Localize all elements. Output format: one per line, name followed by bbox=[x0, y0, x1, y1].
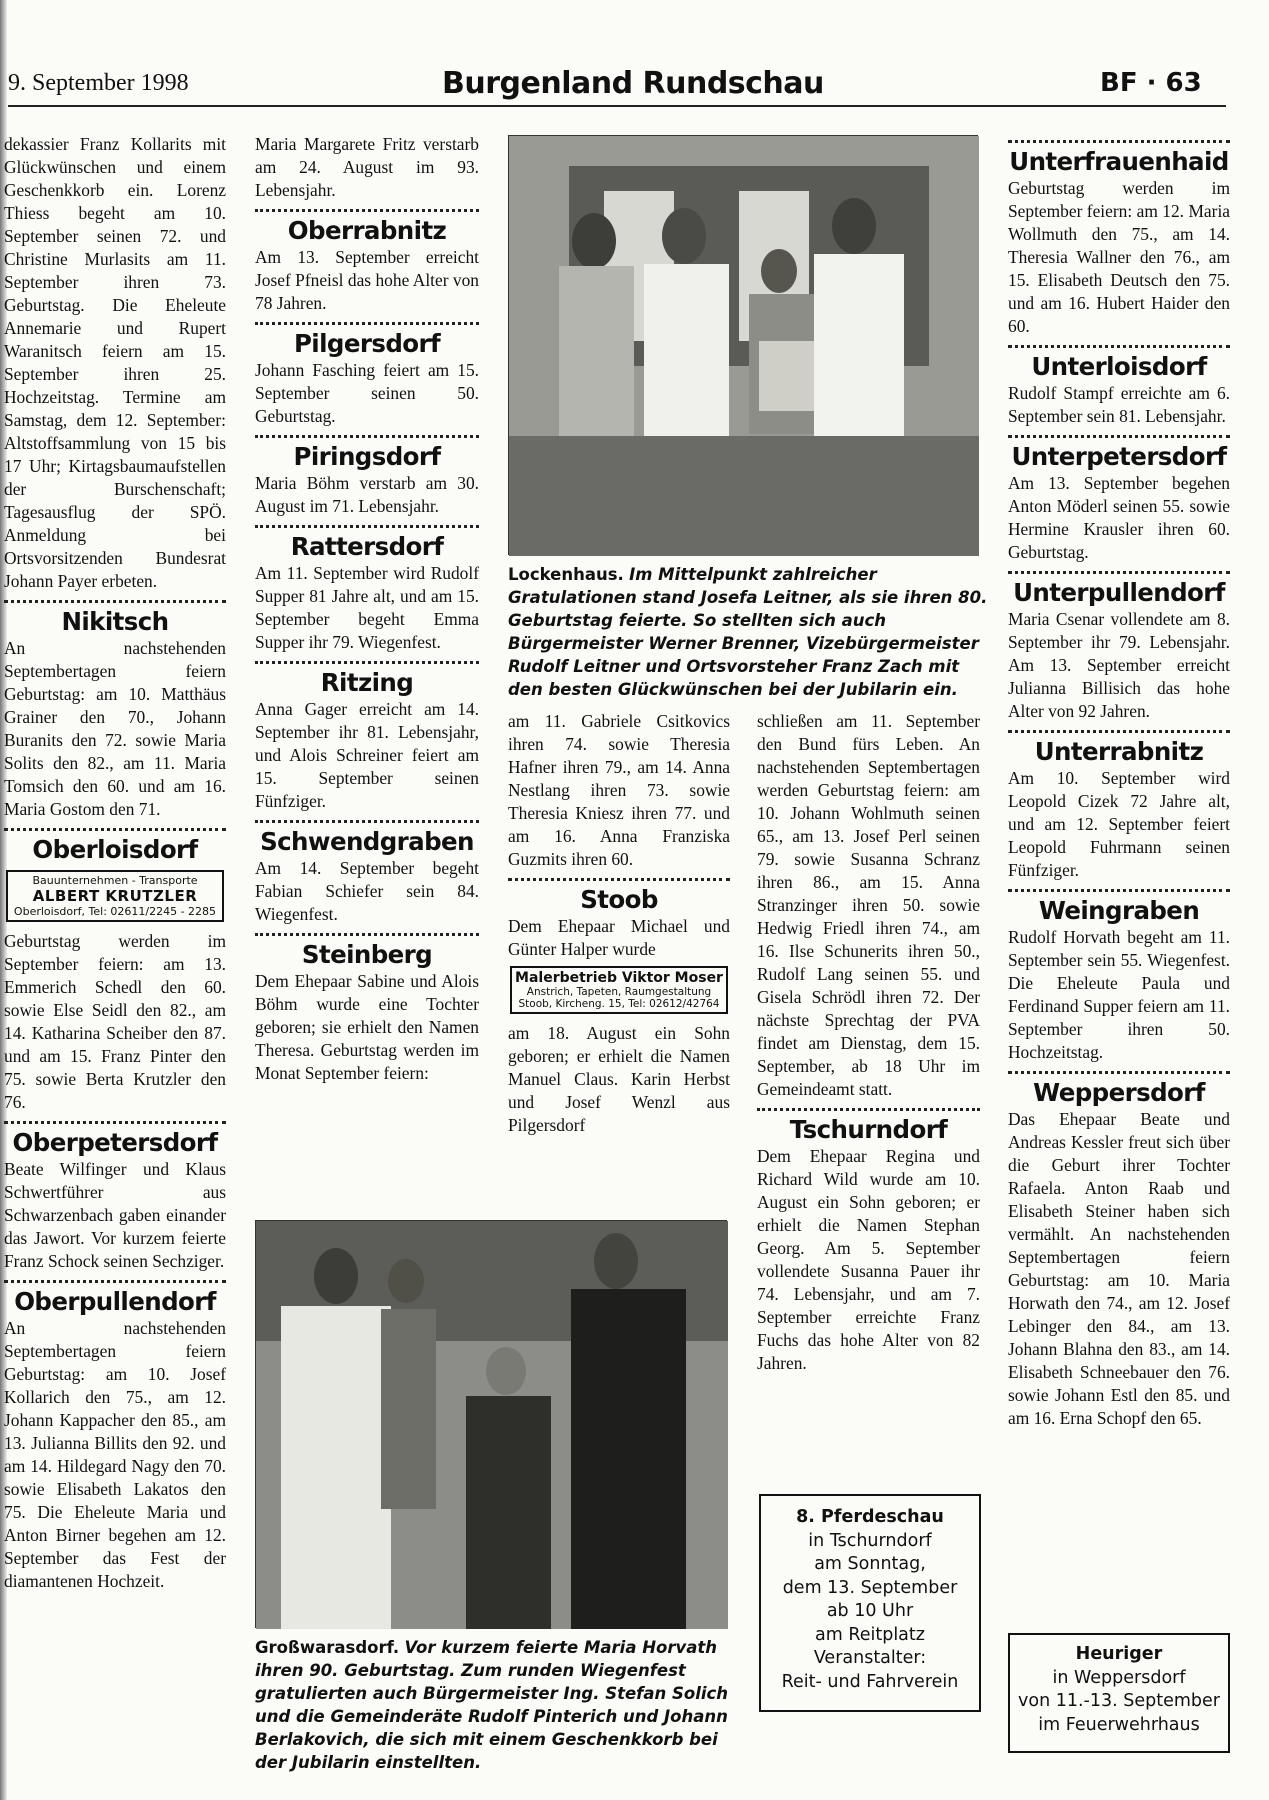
caption-place: Großwarasdorf. bbox=[255, 1638, 400, 1657]
dotted-separator bbox=[255, 933, 479, 936]
notice-title: 8. Pferdeschau bbox=[796, 1507, 944, 1527]
notice-line: am Sonntag, bbox=[814, 1554, 926, 1574]
caption-place: Lockenhaus. bbox=[508, 565, 624, 584]
article-text: schließen am 11. September den Bund fürs Leben. An nachstehenden Septembertagen werden Geburtstag feiern: am 10. Johann Wohlmuth seinen 65., am 13. Josef Perl seinen 79. sowie Susanna Schranz ihren 86., am 15. Anna Stranzinger ihren 50. sowie Hedwig Friedl ihren 74., am 16. Ilse Schunerits ihren 50., Rudolf Lang seinen 55. und Gisela Schrödl ihren 72. Der nächste Sprechtag der PVA findet am Dienstag, dem 15. September, ab 18 Uhr im Gemeindeamt statt. bbox=[757, 711, 980, 1099]
section-heading: Ritzing bbox=[320, 668, 414, 697]
section-heading: Unterloisdorf bbox=[1031, 352, 1207, 381]
article-text: Anna Gager erreicht am 14. September ihr 81. Lebensjahr, und Alois Schreiner feiert am 15. September seinen Fünfziger. bbox=[255, 699, 479, 811]
event-notice-pferdeschau bbox=[759, 1494, 981, 1712]
dotted-separator bbox=[1008, 1071, 1230, 1074]
header-rule bbox=[8, 105, 1226, 107]
article-text: Maria Csenar vollendete am 8. September ihr 79. Lebensjahr. Am 13. September erreicht Julianna Billisich das hohe Alter von 92 Jahren. bbox=[1008, 609, 1230, 721]
article-text: am 18. August ein Sohn geboren; er erhielt die Namen Manuel Claus. Karin Herbst und Josef Wenzl aus Pilgersdorf bbox=[508, 1023, 730, 1135]
dotted-separator bbox=[1008, 730, 1230, 733]
section-heading: Piringsdorf bbox=[293, 442, 441, 471]
notice-line: Veranstalter: bbox=[813, 1648, 927, 1668]
article-text: Rudolf Stampf erreichte am 6. September sein 81. Lebensjahr. bbox=[1008, 383, 1230, 426]
article-text: Am 13. September erreicht Josef Pfneisl das hohe Alter von 78 Jahren. bbox=[255, 247, 479, 313]
section-heading: Unterfrauenhaid bbox=[1009, 147, 1229, 176]
notice-line: im Feuerwehrhaus bbox=[1038, 1714, 1200, 1735]
article-text: Geburtstag werden im September feiern: am 13. Emmerich Schedl den 60. sowie Else Seidl den 82., am 14. Katharina Scheiber den 87. und am 15. Franz Pinter den 75. sowie Berta Krutzler den 76. bbox=[4, 931, 226, 1112]
section-heading: Unterrabnitz bbox=[1034, 737, 1204, 766]
article-text: Maria Böhm verstarb am 30. August im 71. Lebensjahr. bbox=[255, 473, 479, 516]
section-heading: Oberpullendorf bbox=[14, 1287, 216, 1316]
column-4 bbox=[757, 710, 980, 1470]
photo-caption bbox=[508, 563, 988, 701]
section-heading: Oberrabnitz bbox=[287, 216, 447, 245]
section-heading: Schwendgraben bbox=[260, 827, 474, 856]
article-text: Am 13. September begehen Anton Möderl seinen 55. sowie Hermine Krausler ihren 60. Geburtstag. bbox=[1008, 473, 1230, 562]
article-text: dekassier Franz Kollarits mit Glückwünschen und einem Geschenkkorb ein. Lorenz Thiess begeht am 10. September seinen 72. und Christine Murlasits am 11. September ihren 73. Geburtstag. Die Eheleute Annemarie und Rupert Waranitsch feiern am 15. September ihren 25. Hochzeitstag. Termine am Samstag, dem 12. September: Altstoffsammlung von 15 bis 17 Uhr; Kirtagsbaumaufstellen der Burschenschaft; Tagesausflug der SPÖ. Anmeldung bei Ortsvorsitzenden Bundesrat Johann Payer erbeten. bbox=[4, 134, 226, 591]
article-text: Geburtstag werden im September feiern: am 12. Maria Wollmuth den 75., am 14. Theresia Wallner den 76., am 15. Elisabeth Deutsch den 75. und am 16. Hubert Haider den 60. bbox=[1008, 178, 1230, 336]
dotted-separator bbox=[255, 322, 479, 325]
section-heading: Stoob bbox=[580, 885, 658, 914]
article-text: Dem Ehepaar Regina und Richard Wild wurde am 10. August ein Sohn geboren; er erhielt die Namen Stephan Georg. Am 5. September vollendete Susanna Pauer ihr 74. Lebensjahr, und am 7. September erreichte Franz Fuchs das hohe Alter von 82 Jahren. bbox=[757, 1146, 980, 1373]
notice-title: Heuriger bbox=[1075, 1644, 1163, 1664]
notice-line: in Tschurndorf bbox=[808, 1530, 932, 1551]
photo-lockenhaus bbox=[508, 135, 978, 555]
dotted-separator bbox=[1008, 435, 1230, 438]
article-text: Maria Margarete Fritz verstarb am 24. August im 93. Lebensjahr. bbox=[255, 134, 479, 200]
column-1 bbox=[4, 133, 226, 1783]
dotted-separator bbox=[508, 878, 730, 881]
photo-illustration bbox=[509, 136, 979, 556]
article-text: Am 10. September wird Leopold Cizek 72 Jahre alt, und am 12. September feiert Leopold Fuhrmann seinen Fünfziger. bbox=[1008, 768, 1230, 880]
notice-line: Reit- und Fahrverein bbox=[781, 1671, 959, 1692]
notice-line: dem 13. September bbox=[782, 1577, 958, 1598]
article-text: Dem Ehepaar Michael und Günter Halper wurde bbox=[508, 916, 730, 959]
photo-illustration bbox=[256, 1221, 728, 1629]
dotted-separator bbox=[1008, 889, 1230, 892]
dotted-separator bbox=[255, 435, 479, 438]
caption-text: Im Mittelpunkt zahlreicher Gratulationen stand Josefa Leitner, als sie ihren 80. Geburtstag feierte. So stellten sich auch Bürgermeister Werner Brenner, Vizebürgermeister Rudolf Leitner und Ortsvorsteher Franz Zach mit den besten Glückwünschen bei der Jubilarin ein. bbox=[508, 565, 988, 699]
advertisement-krutzler bbox=[6, 870, 224, 922]
dotted-separator bbox=[4, 1121, 226, 1124]
section-heading: Oberloisdorf bbox=[32, 835, 198, 864]
dotted-separator bbox=[4, 600, 226, 603]
article-text: Dem Ehepaar Sabine und Alois Böhm wurde eine Tochter geboren; sie erhielt den Namen Theresa. Geburtstag werden im Monat September feiern: bbox=[255, 971, 479, 1083]
dotted-separator bbox=[1008, 571, 1230, 574]
article-text: Rudolf Horvath begeht am 11. September sein 55. Wiegenfest. Die Eheleute Paula und Ferdinand Supper feiern am 11. September ihren 50. Hochzeitstag. bbox=[1008, 927, 1230, 1062]
ad-company-name: Malerbetrieb Viktor Moser bbox=[515, 970, 723, 986]
column-3 bbox=[508, 710, 730, 1210]
section-heading: Unterpetersdorf bbox=[1011, 442, 1227, 471]
ad-contact: Stoob, Kircheng. 15, Tel: 02612/42764 bbox=[518, 998, 720, 1010]
section-heading: Pilgersdorf bbox=[293, 329, 441, 358]
dotted-separator bbox=[757, 1108, 980, 1111]
notice-line: ab 10 Uhr bbox=[826, 1601, 914, 1621]
dotted-separator bbox=[255, 209, 479, 212]
newspaper-title: Burgenland Rundschau bbox=[442, 66, 824, 101]
ad-line: Anstrich, Tapeten, Raumgestaltung bbox=[526, 986, 712, 998]
dotted-separator bbox=[255, 661, 479, 664]
dotted-separator bbox=[255, 820, 479, 823]
ad-line: Bauunternehmen - Transporte bbox=[32, 874, 198, 887]
dotted-separator bbox=[1008, 345, 1230, 348]
section-heading: Weingraben bbox=[1038, 896, 1200, 925]
issue-date: 9. September 1998 bbox=[8, 70, 189, 96]
dotted-separator bbox=[255, 525, 479, 528]
page-number: BF · 63 bbox=[1100, 68, 1202, 98]
dotted-separator bbox=[1008, 140, 1230, 143]
ad-contact: Oberloisdorf, Tel: 02611/2245 - 2285 bbox=[13, 905, 217, 918]
notice-line: von 11.-13. September bbox=[1018, 1691, 1220, 1711]
article-text: Das Ehepaar Beate und Andreas Kessler freut sich über die Geburt ihrer Tochter Rafaela. Anton Raab und Elisabeth Steiner haben sich vermählt. An nachstehenden Septembertagen feiern Geburtstag: am 10. Maria Horwath den 74., am 12. Josef Lebinger den 84., am 13. Johann Blahna den 83., am 14. Elisabeth Schneebauer den 76. sowie Johann Estl den 85. und am 16. Erna Schopf den 65. bbox=[1008, 1109, 1230, 1428]
caption-text: Vor kurzem feierte Maria Horvath ihren 90. Geburtstag. Zum runden Wiegenfest gratulierten auch Bürgermeister Ing. Stefan Solich und die Gemeinderäte Rudolf Pinterich und Johann Berlakovich, die sich mit einem Geschenkkorb bei der Jubilarin einstellten. bbox=[255, 1638, 729, 1772]
section-heading: Weppersdorf bbox=[1033, 1078, 1205, 1107]
dotted-separator bbox=[4, 828, 226, 831]
section-heading: Nikitsch bbox=[61, 607, 169, 636]
photo-caption bbox=[255, 1636, 735, 1774]
section-heading: Tschurndorf bbox=[789, 1115, 948, 1144]
section-heading: Oberpetersdorf bbox=[12, 1128, 218, 1157]
ad-company-name: ALBERT KRUTZLER bbox=[32, 887, 198, 905]
article-text: am 11. Gabriele Csitkovics ihren 74. sowie Theresia Hafner ihren 79., am 14. Anna Nestlang ihren 73. sowie Theresia Kniesz ihren 77. und am 16. Anna Franziska Guzmits ihren 60. bbox=[508, 711, 730, 869]
notice-line: am Reitplatz bbox=[815, 1624, 925, 1645]
article-text: Beate Wilfinger und Klaus Schwertführer aus Schwarzenbach gaben einander das Jawort. Vor kurzem feierte Franz Schock seinen Sechziger. bbox=[4, 1159, 226, 1271]
column-2 bbox=[255, 133, 479, 1193]
section-heading: Steinberg bbox=[301, 940, 433, 969]
article-text: Johann Fasching feiert am 15. September seinen 50. Geburtstag. bbox=[255, 360, 479, 426]
notice-line: in Weppersdorf bbox=[1052, 1667, 1186, 1688]
event-notice-heuriger bbox=[1008, 1633, 1230, 1753]
photo-grosswarasdorf bbox=[255, 1220, 727, 1628]
article-text: An nachstehenden Septembertagen feiern Geburtstag: am 10. Josef Kollarich den 75., am 12. Johann Kappacher den 85., am 13. Julianna Billits den 92. und am 14. Hildegard Nagy den 70. sowie Elisabeth Lakatos den 75. Die Eheleute Maria und Anton Birner begehen am 12. September das Fest der diamantenen Hochzeit. bbox=[4, 1318, 226, 1591]
dotted-separator bbox=[4, 1280, 226, 1283]
article-text: An nachstehenden Septembertagen feiern Geburtstag: am 10. Matthäus Grainer den 70., Johann Buranits den 72. sowie Maria Solits den 82., am 11. Maria Tomsich den 60. und am 16. Maria Gostom den 71. bbox=[4, 638, 226, 819]
section-heading: Rattersdorf bbox=[290, 532, 444, 561]
article-text: Am 11. September wird Rudolf Supper 81 Jahre alt, und am 15. September begeht Emma Supper ihr 79. Wiegenfest. bbox=[255, 563, 479, 652]
article-text: Am 14. September begeht Fabian Schiefer sein 84. Wiegenfest. bbox=[255, 858, 479, 924]
section-heading: Unterpullendorf bbox=[1013, 578, 1225, 607]
column-5 bbox=[1008, 133, 1230, 1428]
advertisement-moser bbox=[510, 966, 728, 1014]
